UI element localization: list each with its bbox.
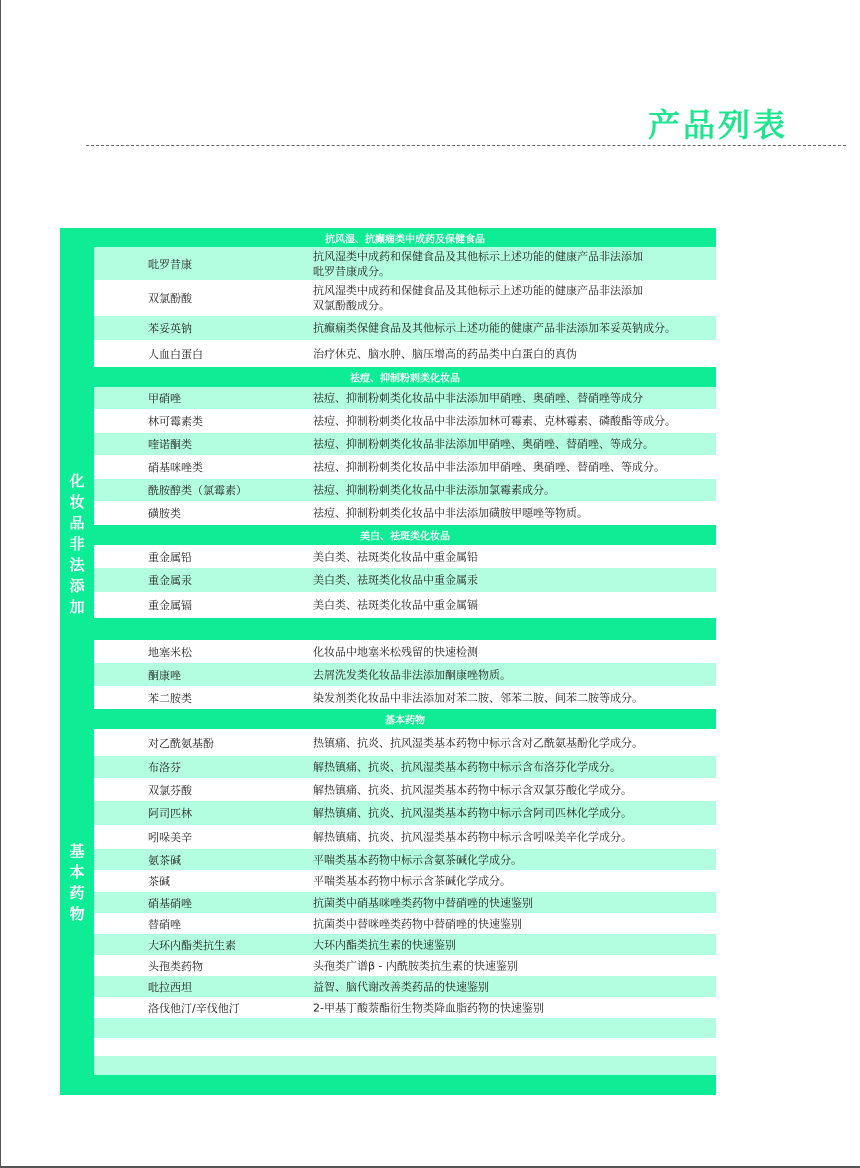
title-divider [86,145,846,146]
desc-line: 抗菌类中硝基咪唑类药物中替硝唑的快速鉴别 [313,896,533,909]
item-name: 头孢类药物 [148,959,203,973]
side-char: 法 [69,555,85,574]
item-desc [313,874,713,889]
table-row [94,247,716,280]
table-row [94,663,716,686]
item-desc [313,830,713,845]
desc-line: 祛痘、抑制粉刺类化妆品中非法添加林可霉素、克林霉素、磷酸酯等成分。 [313,414,676,428]
empty-row [94,1018,716,1038]
item-desc [313,321,713,336]
desc-line: 双氯酚酸成分。 [313,299,390,312]
item-name: 甲硝唑 [148,392,181,405]
item-name: 磺胺类 [148,507,181,520]
side-char: 妆 [69,492,85,511]
section-header [94,525,716,545]
item-name: 硝基咪唑类 [148,461,203,474]
side-char: 品 [69,513,85,532]
desc-line: 解热镇痛、抗炎、抗风湿类基本药物中标示含阿司匹林化学成分。 [313,806,632,820]
item-name: 洛伐他汀/辛伐他汀 [148,1001,240,1015]
desc-line: 祛痘、抑制粉刺类化妆品中非法添加磺胺甲噁唑等物质。 [313,506,588,520]
desc-line: 解热镇痛、抗炎、抗风湿类基本药物中标示含吲哚美辛化学成分。 [313,830,632,844]
table-row [94,934,716,955]
desc-line: 大环内酯类抗生素的快速鉴别 [313,938,456,951]
item-name: 双氯酚酸 [148,292,192,305]
side-char: 非 [69,534,85,553]
item-desc [313,437,713,452]
item-desc [313,573,713,588]
empty-row [94,1056,716,1075]
item-name: 大环内酯类抗生素 [148,938,236,952]
desc-line: 抗风湿类中成药和保健食品及其他标示上述功能的健康产品非法添加 [313,284,643,297]
item-desc [313,460,713,475]
side-char: 添 [69,576,85,595]
item-name: 酰胺醇类（氯霉素） [148,484,247,497]
table-row [94,997,716,1018]
desc-line: 治疗休克、脑水肿、脑压增高的药品类中白蛋白的真伪 [313,347,577,360]
item-name: 苯二胺类 [148,691,192,705]
item-name: 重金属镉 [148,599,192,612]
item-desc [313,760,713,775]
item-desc [313,958,713,973]
item-desc [313,644,713,659]
item-name: 林可霉素类 [148,415,203,428]
side-label-basic-drugs [60,838,94,928]
side-char: 物 [69,905,85,923]
item-name: 硝基硝唑 [148,896,192,910]
table-body [94,228,716,1075]
item-name: 重金属铅 [148,550,192,564]
item-desc [313,506,713,521]
item-desc [313,916,713,931]
item-name: 替硝唑 [148,917,181,931]
section-header [94,618,716,640]
item-name: 吲哚美辛 [148,831,192,844]
desc-line: 美白类、祛斑类化妆品中重金属铅 [313,550,478,563]
item-desc [313,852,713,867]
side-char: 化 [69,471,85,490]
desc-line: 抗癫痫类保健食品及其他标示上述功能的健康产品非法添加苯妥英钠成分。 [313,321,676,335]
side-char: 基 [69,842,85,860]
item-name: 布洛芬 [148,761,181,774]
item-desc [313,667,713,682]
item-desc [313,1000,713,1015]
desc-line: 解热镇痛、抗炎、抗风湿类基本药物中标示含双氯芬酸化学成分。 [313,783,632,796]
item-name: 吡罗昔康 [148,257,192,271]
table-row [94,686,716,709]
item-desc [313,249,713,279]
table-row [94,316,716,340]
item-desc [313,283,713,313]
table-row [94,545,716,568]
item-name: 地塞米松 [148,645,192,659]
empty-row [94,1038,716,1056]
table-row [94,409,716,433]
desc-line: 祛痘、抑制粉刺类化妆品中非法添加甲硝唑、奥硝唑、替硝唑等成分 [313,391,643,405]
table-row [94,955,716,976]
item-name: 人血白蛋白 [148,347,203,361]
table-row [94,801,716,825]
table-row [94,592,716,618]
desc-line: 平喘类基本药物中标示含茶碱化学成分。 [313,874,511,888]
section-header-text: 美白、祛斑类化妆品 [360,531,450,543]
section-header-text: 抗风湿、抗癫痫类中成药及保健食品 [325,234,485,245]
item-desc [313,735,713,750]
desc-line: 祛痘、抑制粉刺类化妆品中非法添加氯霉素成分。 [313,483,555,497]
item-desc [313,598,713,613]
item-desc [313,391,713,406]
item-name: 双氯芬酸 [148,783,192,797]
table-row [94,640,716,663]
item-desc [313,414,713,429]
section-header-text: 基本药物 [385,715,425,727]
desc-line: 去屑洗发类化妆品非法添加酮康唑物质。 [313,668,511,681]
page-border-left [0,0,1,1168]
section-header [94,367,716,387]
section-header [94,228,716,247]
table-row [94,976,716,997]
table-row [94,913,716,934]
section-header [94,709,716,729]
desc-line: 抗风湿类中成药和保健食品及其他标示上述功能的健康产品非法添加 [313,249,643,263]
item-desc [313,806,713,821]
item-name: 苯妥英钠 [148,322,192,335]
item-desc [313,346,713,361]
item-desc [313,979,713,994]
item-name: 喹诺酮类 [148,438,192,451]
section-header-text: 祛痘、抑制粉刺类化妆品 [350,373,460,385]
table-row [94,479,716,501]
desc-line: 头孢类广谱β - 内酰胺类抗生素的快速鉴别 [313,959,518,972]
table-row [94,455,716,479]
item-name: 茶碱 [148,875,170,888]
table-row [94,778,716,801]
table-row [94,825,716,849]
side-char: 药 [69,884,85,902]
item-desc [313,782,713,797]
side-char: 本 [69,863,85,881]
desc-line: 益智、脑代谢改善类药品的快速鉴别 [313,980,489,993]
table-row [94,387,716,409]
desc-line: 美白类、祛斑类化妆品中重金属汞 [313,573,478,587]
desc-line: 染发剂类化妆品中非法添加对苯二胺、邻苯二胺、间苯二胺等成分。 [313,691,643,704]
item-name: 氨茶碱 [148,853,181,867]
item-desc [313,690,713,705]
page-title: 产品列表 [648,106,789,144]
desc-line: 抗菌类中替咪唑类药物中替硝唑的快速鉴别 [313,917,522,930]
item-name: 对乙酰氨基酚 [148,736,214,750]
table-row [94,280,716,316]
table-row [94,433,716,455]
table-row [94,568,716,592]
table-row [94,756,716,778]
item-desc [313,895,713,910]
desc-line: 祛痘、抑制粉刺类化妆品非法添加甲硝唑、奥硝唑、替硝唑、等成分。 [313,437,654,451]
table-row [94,501,716,525]
desc-line: 美白类、祛斑类化妆品中重金属镉 [313,598,478,612]
desc-line: 祛痘、抑制粉刺类化妆品中非法添加甲硝唑、奥硝唑、替硝唑、等成分。 [313,460,665,474]
product-table [60,228,716,1095]
item-name: 阿司匹林 [148,807,192,820]
item-desc [313,549,713,564]
desc-line: 解热镇痛、抗炎、抗风湿类基本药物中标示含布洛芬化学成分。 [313,760,621,774]
side-char: 加 [69,597,85,616]
table-row [94,849,716,870]
table-row [94,729,716,756]
item-name: 酮康唑 [148,668,181,682]
side-label-cosmetics [60,464,94,624]
item-desc [313,937,713,952]
item-name: 吡拉西坦 [148,980,192,994]
table-row [94,870,716,892]
desc-line: 化妆品中地塞米松残留的快速检测 [313,645,478,658]
table-row [94,340,716,367]
item-name: 重金属汞 [148,574,192,587]
table-row [94,892,716,913]
desc-line: 平喘类基本药物中标示含氨茶碱化学成分。 [313,853,522,866]
item-desc [313,483,713,498]
desc-line: 吡罗昔康成分。 [313,264,390,278]
desc-line: 热镇痛、抗炎、抗风湿类基本药物中标示含对乙酰氨基酚化学成分。 [313,736,643,749]
desc-line: 2-甲基丁酸萘酯衍生物类降血脂药物的快速鉴别 [313,1001,544,1014]
